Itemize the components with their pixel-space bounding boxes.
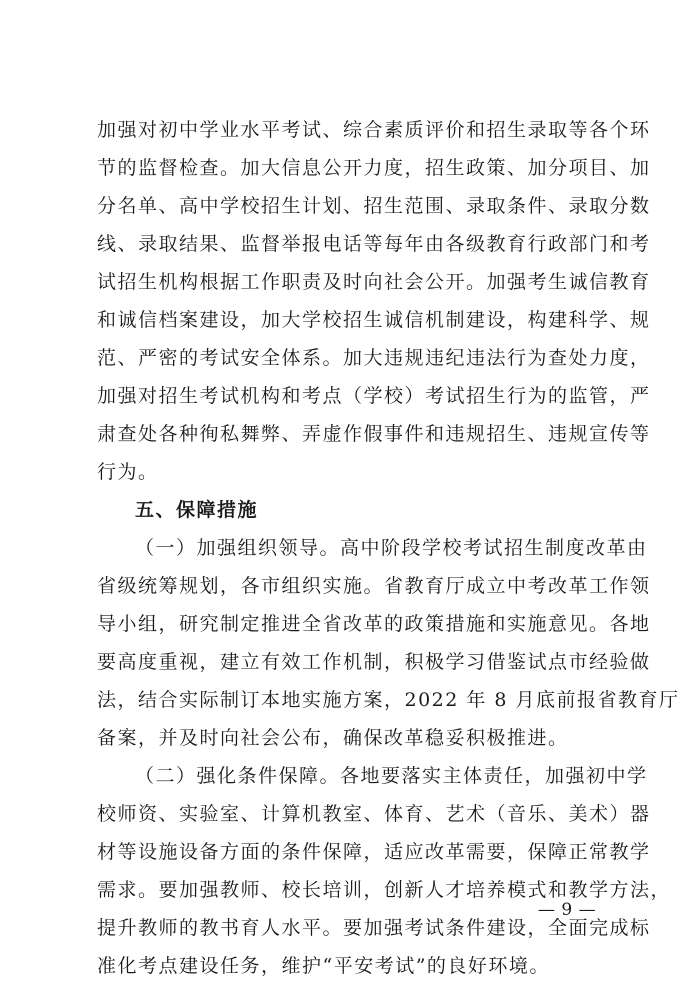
page-number: — 9 —	[538, 900, 597, 920]
paragraph-1-line-6: 和诚信档案建设，加大学校招生诚信机制建设，构建科学、规	[97, 309, 651, 331]
paragraph-1-line-1: 加强对初中学业水平考试、综合素质评价和招生录取等各个环	[97, 119, 651, 141]
section-heading: 五、保障措施	[135, 499, 259, 521]
paragraph-3-line-1: （二）强化条件保障。各地要落实主体责任，加强初中学	[135, 765, 648, 787]
paragraph-3-line-5: 提升教师的教书育人水平。要加强考试条件建设，全面完成标	[97, 917, 651, 939]
paragraph-1-line-2: 节的监督检查。加大信息公开力度，招生政策、加分项目、加	[97, 157, 651, 179]
paragraph-1-line-7: 范、严密的考试安全体系。加大违规违纪违法行为查处力度，	[97, 347, 651, 369]
paragraph-1-line-5: 试招生机构根据工作职责及时向社会公开。加强考生诚信教育	[97, 271, 651, 293]
paragraph-1-line-4: 线、录取结果、监督举报电话等每年由各级教育行政部门和考	[97, 233, 651, 255]
paragraph-1-line-9: 肃查处各种徇私舞弊、弄虚作假事件和违规招生、违规宣传等	[97, 423, 651, 445]
paragraph-3-line-3: 材等设施设备方面的条件保障，适应改革需要，保障正常教学	[97, 841, 651, 863]
paragraph-1-line-8: 加强对招生考试机构和考点（学校）考试招生行为的监管，严	[97, 385, 651, 407]
paragraph-1-line-3: 分名单、高中学校招生计划、招生范围、录取条件、录取分数	[97, 195, 651, 217]
paragraph-3-line-6: 准化考点建设任务，维护“平安考试”的良好环境。	[97, 955, 550, 977]
paragraph-1-line-10: 行为。	[97, 461, 159, 483]
paragraph-2-line-4: 要高度重视，建立有效工作机制，积极学习借鉴试点市经验做	[97, 651, 651, 673]
paragraph-2-line-2: 省级统筹规划，各市组织实施。省教育厅成立中考改革工作领	[97, 575, 651, 597]
page-body	[97, 111, 680, 985]
paragraph-3-line-4: 需求。要加强教师、校长培训，创新人才培养模式和教学方法，	[97, 879, 672, 901]
paragraph-2-line-1: （一）加强组织领导。高中阶段学校考试招生制度改革由	[135, 537, 648, 559]
paragraph-2-line-3: 导小组，研究制定推进全省改革的政策措施和实施意见。各地	[97, 613, 651, 635]
paragraph-3-line-2: 校师资、实验室、计算机教室、体育、艺术（音乐、美术）器	[97, 803, 651, 825]
paragraph-2-line-5: 法，结合实际制订本地实施方案，2022 年 8 月底前报省教育厅	[97, 689, 680, 711]
paragraph-2-line-6: 备案，并及时向社会公布，确保改革稳妥积极推进。	[97, 727, 569, 749]
